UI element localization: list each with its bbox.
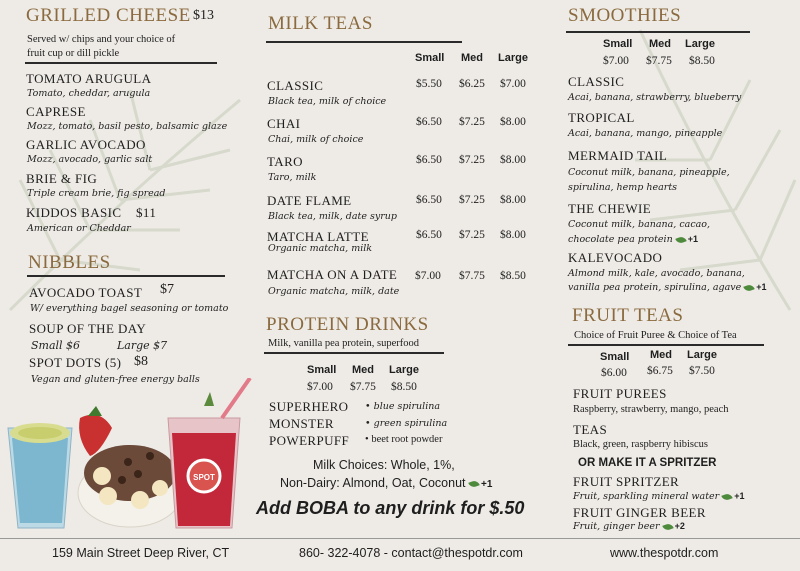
protein-subtitle: Milk, vanilla pea protein, superfood (268, 338, 420, 349)
menu-item-desc: Black, green, raspberry hibiscus (573, 439, 708, 450)
price-small: $7.00 (307, 381, 333, 393)
leaf-icon (722, 492, 733, 501)
menu-item-desc (568, 282, 767, 293)
milk-choices: Milk Choices: Whole, 1%, (313, 458, 455, 472)
menu-item-desc-text: beet root powder (371, 434, 443, 445)
menu-item-name: MERMAID TAIL (568, 148, 668, 163)
menu-item-desc: • blue spirulina (365, 401, 441, 412)
menu-item-name: TOMATO ARUGULA (26, 71, 152, 86)
boba-promo: Add BOBA to any drink for $.50 (256, 498, 525, 518)
menu-item-desc: Triple cream brie, fig spread (27, 188, 166, 199)
spritzer-heading: OR MAKE IT A SPRITZER (578, 457, 717, 469)
menu-item-desc (573, 491, 745, 502)
menu-item-desc: Coconut milk, banana, cacao, (568, 219, 711, 230)
menu-item-desc: Mozz, avocado, garlic salt (27, 154, 153, 165)
menu-item-desc-text: chocolate pea protein (568, 234, 673, 245)
menu-item-desc (568, 234, 698, 245)
price-small: $5.50 (416, 78, 442, 90)
leaf-icon (675, 235, 686, 244)
menu-item-desc-text: Fruit, sparkling mineral water (573, 491, 720, 502)
fruit-teas-subtitle: Choice of Fruit Puree & Choice of Tea (574, 330, 737, 341)
price-small: $7.00 (415, 270, 441, 282)
smoothies-heading: SMOOTHIES (568, 5, 682, 26)
price-large: $8.00 (500, 229, 526, 241)
price-small: $7.00 (603, 55, 629, 67)
menu-item-desc: American or Cheddar (27, 223, 131, 234)
menu-item-name: TEAS (573, 422, 608, 437)
price-large: $8.00 (500, 194, 526, 206)
footer-divider (0, 538, 800, 539)
menu-item-desc: Vegan and gluten-free energy balls (31, 374, 200, 385)
menu-item-name: KALEVOCADO (568, 250, 663, 265)
price-large: $8.50 (391, 381, 417, 393)
size-header: Small (600, 351, 630, 363)
protein-drinks-heading: PROTEIN DRINKS (266, 314, 429, 335)
menu-item-desc: Black tea, milk of choice (268, 96, 387, 107)
menu-item-name: POWERPUFF (269, 433, 350, 448)
size-header: Med (352, 364, 374, 376)
size-header: Med (649, 38, 671, 50)
menu-item-name: MONSTER (269, 416, 334, 431)
cup-logo-text: SPOT (193, 473, 215, 482)
size-header: Large (685, 38, 715, 50)
divider (27, 275, 225, 277)
size-header: Large (498, 52, 528, 64)
menu-item-name: FRUIT SPRITZER (573, 474, 680, 489)
grilled-cheese-note-2: fruit cup or dill pickle (27, 48, 120, 59)
menu-item-desc-text: Fruit, ginger beer (573, 521, 660, 532)
divider (566, 31, 750, 33)
menu-item-name: AVOCADO TOAST (29, 285, 143, 300)
price-med: $7.25 (459, 194, 485, 206)
divider (568, 344, 764, 346)
menu-item-price: $8 (134, 354, 148, 369)
size-header: Large (687, 349, 717, 361)
menu-item-price: $7 (160, 282, 174, 297)
price-large: $8.00 (500, 116, 526, 128)
menu-item-name: FRUIT GINGER BEER (573, 505, 706, 520)
menu-item-desc: Mozz, tomato, basil pesto, balsamic glaze (27, 121, 228, 132)
leaf-icon (744, 283, 755, 292)
menu-item-desc: Chai, milk of choice (268, 134, 364, 145)
menu-item-desc: Acai, banana, strawberry, blueberry (568, 92, 742, 103)
size-header: Large (389, 364, 419, 376)
menu-item-name: THE CHEWIE (568, 201, 652, 216)
grilled-cheese-note-1: Served w/ chips and your choice of (27, 34, 176, 45)
menu-item-name: SOUP OF THE DAY (29, 321, 147, 336)
menu-item-desc-text: vanilla pea protein, spirulina, agave (568, 282, 742, 293)
menu-item-desc: Coconut milk, banana, pineapple, (568, 167, 730, 178)
menu-item-name: CHAI (267, 116, 301, 131)
price-small: $6.00 (601, 367, 627, 379)
divider (25, 62, 217, 64)
size-header: Small (415, 52, 445, 64)
extra-charge: +1 (756, 282, 767, 292)
price-large: $8.00 (500, 154, 526, 166)
drinks-photo (0, 378, 255, 533)
soup-small-price: Small $6 (31, 339, 81, 352)
menu-item-desc (573, 521, 685, 532)
price-med: $7.75 (459, 270, 485, 282)
menu-item-desc: Tomato, cheddar, arugula (27, 88, 151, 99)
menu-item-desc: Organic matcha, milk (268, 243, 373, 254)
price-small: $6.50 (416, 116, 442, 128)
footer-address: 159 Main Street Deep River, CT (52, 546, 230, 560)
milk-teas-heading: MILK TEAS (268, 13, 373, 34)
menu-item-name: MATCHA LATTE (267, 229, 369, 244)
non-dairy-text: Non-Dairy: Almond, Oat, Coconut (280, 476, 466, 490)
price-large: $8.50 (689, 55, 715, 67)
price-med: $7.25 (459, 229, 485, 241)
menu-item-name: CLASSIC (568, 74, 625, 89)
price-large: $8.50 (500, 270, 526, 282)
price-small: $6.50 (416, 229, 442, 241)
size-header: Small (603, 38, 633, 50)
footer-website: www.thespotdr.com (610, 546, 719, 560)
menu-item-price: $11 (136, 205, 157, 220)
size-header: Med (650, 349, 672, 361)
menu-item-name: KIDDOS BASIC (26, 205, 122, 220)
extra-charge: +1 (687, 234, 698, 244)
menu-item-desc: Organic matcha, milk, date (268, 286, 400, 297)
price-med: $7.25 (459, 154, 485, 166)
price-large: $7.00 (500, 78, 526, 90)
footer-contact: 860- 322-4078 - contact@thespotdr.com (299, 546, 523, 560)
price-med: $6.25 (459, 78, 485, 90)
fruit-teas-heading: FRUIT TEAS (572, 305, 684, 326)
price-med: $7.75 (646, 55, 672, 67)
price-large: $7.50 (689, 365, 715, 377)
divider (264, 352, 444, 354)
non-dairy-choices (280, 476, 492, 490)
menu-item-name: GARLIC AVOCADO (26, 137, 146, 152)
menu-item-name: BRIE & FIG (26, 171, 98, 186)
menu-item-name: SPOT DOTS (5) (29, 355, 122, 370)
menu-item-name: TROPICAL (568, 110, 635, 125)
divider (266, 41, 462, 43)
menu-item-desc: Acai, banana, mango, pineapple (568, 128, 723, 139)
menu-item-name: FRUIT PUREES (573, 386, 667, 401)
menu-item-desc: Black tea, milk, date syrup (268, 211, 397, 222)
grilled-cheese-price: $13 (193, 8, 214, 23)
menu-item-desc: Almond milk, kale, avocado, banana, (568, 268, 745, 279)
menu-item-name: SUPERHERO (269, 399, 349, 414)
size-header: Med (461, 52, 483, 64)
size-header: Small (307, 364, 337, 376)
price-med: $6.75 (647, 365, 673, 377)
menu-item-name: MATCHA ON A DATE (267, 267, 398, 282)
menu-item-desc: • beet root powder (365, 434, 443, 445)
menu-item-desc-text: green spirulina (373, 418, 448, 429)
menu-item-desc: Taro, milk (268, 172, 317, 183)
menu-item-name: CAPRESE (26, 104, 86, 119)
menu-item-name: CLASSIC (267, 78, 324, 93)
menu-item-name: TARO (267, 154, 303, 169)
soup-large-price: Large $7 (117, 339, 168, 352)
menu-item-desc: spirulina, hemp hearts (568, 182, 678, 193)
nibbles-heading: NIBBLES (28, 252, 111, 273)
non-dairy-extra: +1 (480, 479, 493, 490)
price-med: $7.25 (459, 116, 485, 128)
extra-charge: +2 (674, 521, 685, 531)
menu-item-desc-text: blue spirulina (373, 401, 441, 412)
menu-item-desc: • green spirulina (365, 418, 448, 429)
leaf-icon (662, 522, 673, 531)
menu-item-desc: Raspberry, strawberry, mango, peach (573, 404, 729, 415)
price-med: $7.75 (350, 381, 376, 393)
price-small: $6.50 (416, 154, 442, 166)
menu-item-desc: W/ everything bagel seasoning or tomato (30, 303, 229, 314)
extra-charge: +1 (734, 491, 745, 501)
leaf-icon (468, 479, 479, 488)
menu-item-name: DATE FLAME (267, 193, 352, 208)
grilled-cheese-heading: GRILLED CHEESE (26, 5, 191, 26)
price-small: $6.50 (416, 194, 442, 206)
